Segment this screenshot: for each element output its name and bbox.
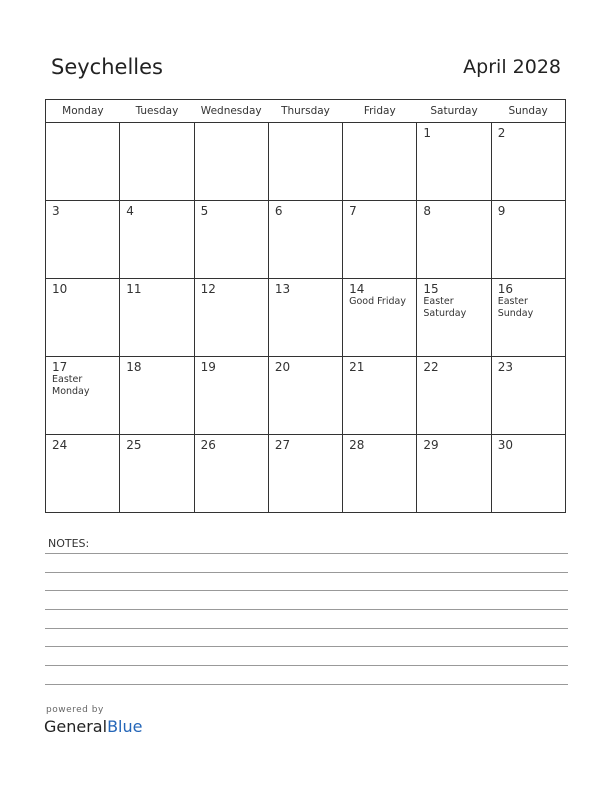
day-cell bbox=[491, 201, 565, 279]
day-cell bbox=[194, 201, 268, 279]
day-number: 8 bbox=[423, 204, 432, 218]
day-cell bbox=[417, 357, 491, 435]
day-number: 22 bbox=[423, 360, 439, 374]
day-cell bbox=[417, 201, 491, 279]
day-number: 16 bbox=[497, 282, 513, 296]
day-cell bbox=[417, 435, 491, 513]
weekday-header: Wednesday bbox=[194, 100, 268, 123]
day-cell bbox=[491, 123, 565, 201]
weekday-header: Tuesday bbox=[120, 100, 194, 123]
holiday-label: Easter Monday bbox=[52, 374, 90, 397]
day-cell bbox=[120, 279, 194, 357]
day-number: 6 bbox=[274, 204, 283, 218]
weekday-header: Sunday bbox=[491, 100, 565, 123]
day-cell bbox=[120, 357, 194, 435]
day-number: 23 bbox=[497, 360, 513, 374]
week-row bbox=[46, 435, 566, 513]
day-number: 9 bbox=[497, 204, 506, 218]
day-cell bbox=[491, 357, 565, 435]
brand-blue: Blue bbox=[107, 717, 143, 736]
day-number: 17 bbox=[52, 360, 68, 374]
weekday-header-row bbox=[46, 100, 566, 123]
day-number: 15 bbox=[423, 282, 439, 296]
day-cell bbox=[268, 123, 342, 201]
week-row bbox=[46, 123, 566, 201]
day-cell bbox=[491, 279, 565, 357]
note-line bbox=[45, 628, 568, 629]
day-cell bbox=[343, 357, 417, 435]
weekday-header: Thursday bbox=[268, 100, 342, 123]
day-cell bbox=[120, 435, 194, 513]
day-number: 4 bbox=[126, 204, 134, 218]
calendar-grid bbox=[45, 99, 566, 513]
weekday-header: Friday bbox=[343, 100, 417, 123]
month-title: April 2028 bbox=[463, 56, 561, 78]
day-cell bbox=[46, 357, 120, 435]
day-number: 5 bbox=[200, 204, 209, 218]
day-number: 27 bbox=[274, 438, 291, 452]
day-cell bbox=[194, 123, 268, 201]
day-number: 10 bbox=[52, 282, 68, 296]
note-line bbox=[45, 590, 568, 591]
day-number: 7 bbox=[349, 204, 357, 218]
day-cell bbox=[343, 435, 417, 513]
day-number: 28 bbox=[349, 438, 365, 452]
week-row bbox=[46, 201, 566, 279]
country-title: Seychelles bbox=[51, 55, 163, 79]
calendar-body bbox=[46, 123, 566, 513]
note-line bbox=[45, 609, 568, 610]
note-line bbox=[45, 646, 568, 647]
brand-logo bbox=[44, 717, 142, 736]
notes-label: NOTES: bbox=[48, 537, 90, 550]
weekday-header: Saturday bbox=[417, 100, 491, 123]
day-number: 30 bbox=[497, 438, 513, 452]
day-number: 26 bbox=[200, 438, 216, 452]
day-number: 18 bbox=[126, 360, 142, 374]
brand-general: General bbox=[44, 717, 108, 736]
day-cell bbox=[46, 279, 120, 357]
day-cell bbox=[343, 279, 417, 357]
weekday-header: Monday bbox=[46, 100, 120, 123]
day-number: 11 bbox=[126, 282, 142, 296]
day-cell bbox=[417, 123, 491, 201]
day-number: 25 bbox=[126, 438, 142, 452]
note-line bbox=[45, 553, 568, 554]
day-number: 21 bbox=[349, 360, 365, 374]
day-cell bbox=[46, 123, 120, 201]
day-number: 19 bbox=[200, 360, 216, 374]
holiday-label: Good Friday bbox=[349, 296, 406, 307]
day-number: 12 bbox=[200, 282, 216, 296]
day-cell bbox=[194, 435, 268, 513]
day-number: 2 bbox=[497, 126, 506, 140]
day-cell bbox=[343, 123, 417, 201]
holiday-label: Easter Sunday bbox=[497, 296, 534, 319]
note-line bbox=[45, 572, 568, 573]
day-cell bbox=[268, 435, 342, 513]
day-cell bbox=[417, 279, 491, 357]
note-line bbox=[45, 684, 568, 685]
day-number: 1 bbox=[423, 126, 432, 140]
day-cell bbox=[120, 201, 194, 279]
day-cell bbox=[46, 201, 120, 279]
day-cell bbox=[268, 279, 342, 357]
note-line bbox=[45, 665, 568, 666]
day-number: 3 bbox=[52, 204, 60, 218]
day-cell bbox=[268, 357, 342, 435]
day-cell bbox=[343, 201, 417, 279]
day-cell bbox=[194, 357, 268, 435]
week-row bbox=[46, 279, 566, 357]
day-cell bbox=[120, 123, 194, 201]
day-number: 13 bbox=[274, 282, 291, 296]
week-row bbox=[46, 357, 566, 435]
day-cell bbox=[46, 435, 120, 513]
day-number: 29 bbox=[423, 438, 439, 452]
day-number: 20 bbox=[274, 360, 291, 374]
day-cell bbox=[194, 279, 268, 357]
holiday-label: Easter Saturday bbox=[423, 296, 467, 319]
day-cell bbox=[268, 201, 342, 279]
powered-by-text: powered by bbox=[46, 705, 104, 715]
day-number: 24 bbox=[52, 438, 68, 452]
day-cell bbox=[491, 435, 565, 513]
day-number: 14 bbox=[349, 282, 365, 296]
